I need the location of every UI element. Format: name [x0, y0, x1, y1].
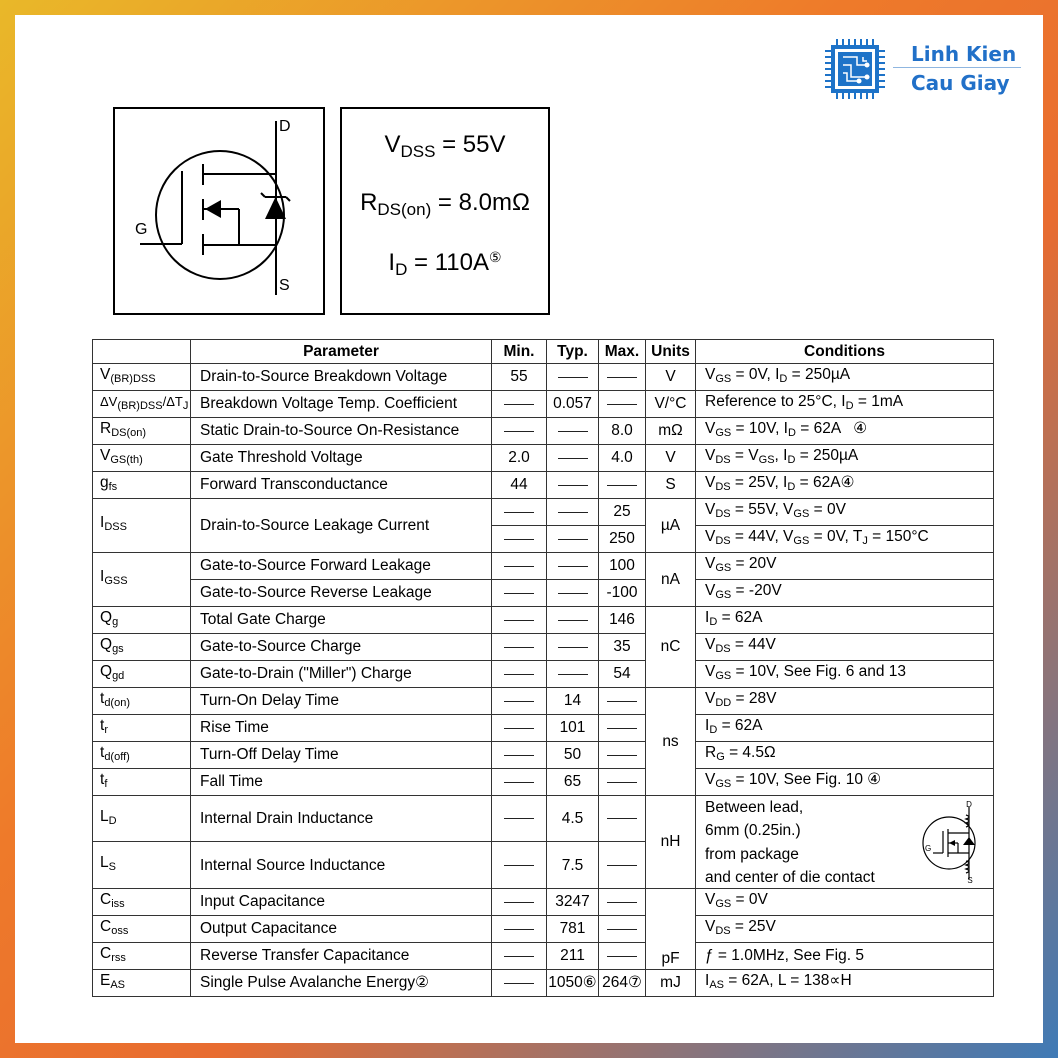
- min-cell: [492, 969, 547, 996]
- parameter-cell: Drain-to-Source Breakdown Voltage: [191, 363, 492, 390]
- table-row: [93, 768, 994, 795]
- parameter-cell: Internal Drain Inductance: [191, 795, 492, 842]
- symbol-cell: $L_S$: [93, 842, 191, 889]
- unit-cell: nC: [646, 606, 696, 687]
- unit-cell: nA: [646, 552, 696, 606]
- max-cell: [599, 687, 646, 714]
- parameter-cell: Turn-On Delay Time: [191, 687, 492, 714]
- table-row: [93, 741, 994, 768]
- condition-cell: [696, 795, 994, 888]
- min-cell: 2.0: [492, 444, 547, 471]
- min-cell: [492, 552, 547, 579]
- min-cell: [492, 525, 547, 552]
- table-row: [93, 714, 994, 741]
- mini-pin-d: D: [966, 800, 972, 809]
- max-cell: [599, 363, 646, 390]
- typ-cell: 3247: [547, 888, 599, 915]
- max-cell: 264⑦: [599, 969, 646, 996]
- unit-cell: µA: [646, 498, 696, 552]
- condition-cell: $V_{GS} = 10V$, $I_D = 62A$ ④: [696, 417, 994, 444]
- max-cell: 250: [599, 525, 646, 552]
- max-cell: 100: [599, 552, 646, 579]
- max-cell: [599, 768, 646, 795]
- parameter-cell: Gate-to-Source Forward Leakage: [191, 552, 492, 579]
- max-cell: 35: [599, 633, 646, 660]
- min-cell: [492, 942, 547, 969]
- mini-pin-s: S: [967, 875, 973, 883]
- pin-d-label: D: [279, 118, 291, 135]
- header-parameter: Parameter: [191, 340, 492, 364]
- condition-cell: $I_D = 62A$: [696, 714, 994, 741]
- max-cell: [599, 795, 646, 842]
- min-cell: [492, 741, 547, 768]
- min-cell: [492, 660, 547, 687]
- min-cell: [492, 633, 547, 660]
- typ-cell: 50: [547, 741, 599, 768]
- min-cell: [492, 390, 547, 417]
- parameter-cell: Gate-to-Source Reverse Leakage: [191, 579, 492, 606]
- typ-cell: [547, 363, 599, 390]
- unit-cell: mJ: [646, 969, 696, 996]
- max-cell: [599, 842, 646, 889]
- table-row: [93, 969, 994, 996]
- parameter-cell: Gate-to-Source Charge: [191, 633, 492, 660]
- typ-cell: 781: [547, 915, 599, 942]
- table-row: [93, 363, 994, 390]
- condition-cell: $I_{AS} = 62A$, L = 138∝H: [696, 969, 994, 996]
- key-ratings-box: [340, 107, 550, 315]
- typ-cell: 14: [547, 687, 599, 714]
- symbol-cell: $t_r$: [93, 714, 191, 741]
- parameter-cell: Forward Transconductance: [191, 471, 492, 498]
- inductance-condition-line: 6mm (0.25in.): [705, 822, 801, 840]
- typ-cell: [547, 552, 599, 579]
- table-row: [93, 888, 994, 915]
- min-cell: [492, 888, 547, 915]
- min-cell: [492, 417, 547, 444]
- min-cell: [492, 498, 547, 525]
- condition-cell: $R_G = 4.5\Omega$: [696, 741, 994, 768]
- max-cell: 8.0: [599, 417, 646, 444]
- max-cell: [599, 390, 646, 417]
- pin-s-label: S: [279, 277, 290, 294]
- unit-cell: ns: [646, 687, 696, 795]
- parameter-cell: Rise Time: [191, 714, 492, 741]
- typ-cell: 0.057: [547, 390, 599, 417]
- max-cell: 25: [599, 498, 646, 525]
- unit-cell: pF: [646, 888, 696, 969]
- symbol-cell: $V_{GS(th)}$: [93, 444, 191, 471]
- max-cell: [599, 714, 646, 741]
- symbol-cell: $L_D$: [93, 795, 191, 842]
- header-units: Units: [646, 340, 696, 364]
- table-row: [93, 942, 994, 969]
- condition-cell: $V_{GS} = 10V$, See Fig. 6 and 13: [696, 660, 994, 687]
- table-row: [93, 552, 994, 579]
- typ-cell: [547, 498, 599, 525]
- symbol-cell: $t_f$: [93, 768, 191, 795]
- unit-cell: V: [646, 444, 696, 471]
- mini-pin-g: G: [925, 843, 932, 853]
- max-cell: [599, 942, 646, 969]
- parameter-cell: Input Capacitance: [191, 888, 492, 915]
- typ-cell: [547, 633, 599, 660]
- table-row: [93, 687, 994, 714]
- symbol-cell: $Q_{gd}$: [93, 660, 191, 687]
- typ-cell: 1050⑥: [547, 969, 599, 996]
- parameter-cell: Reverse Transfer Capacitance: [191, 942, 492, 969]
- header-conditions: Conditions: [696, 340, 994, 364]
- condition-cell: $V_{DS} = V_{GS}$, $I_D = 250\mu A$: [696, 444, 994, 471]
- symbol-cell: $V_{(BR)DSS}$: [93, 363, 191, 390]
- table-row: [93, 390, 994, 417]
- condition-cell: $V_{DD} = 28V$: [696, 687, 994, 714]
- symbol-cell: $Q_{gs}$: [93, 633, 191, 660]
- typ-cell: [547, 606, 599, 633]
- condition-cell: Reference to 25°C, $I_D = 1mA$: [696, 390, 994, 417]
- typ-cell: 4.5: [547, 795, 599, 842]
- condition-cell: $V_{DS} = 55V$, $V_{GS} = 0V$: [696, 498, 994, 525]
- vdss-rating: $V_{DSS} = 55V$: [384, 131, 506, 161]
- table-row: [93, 606, 994, 633]
- header-max: Max.: [599, 340, 646, 364]
- condition-cell: $V_{DS} = 44V$: [696, 633, 994, 660]
- unit-cell: mΩ: [646, 417, 696, 444]
- inductance-condition-line: Between lead,: [705, 798, 804, 816]
- table-row: [93, 579, 994, 606]
- header-min: Min.: [492, 340, 547, 364]
- condition-cell: $V_{GS} = 20V$: [696, 552, 994, 579]
- condition-cell: ƒ = 1.0MHz, See Fig. 5: [696, 942, 994, 969]
- min-cell: [492, 842, 547, 889]
- min-cell: [492, 579, 547, 606]
- logo-divider: [893, 67, 1021, 68]
- table-header-row: [93, 340, 994, 364]
- parameter-cell: Breakdown Voltage Temp. Coefficient: [191, 390, 492, 417]
- table-row: [93, 444, 994, 471]
- typ-cell: [547, 660, 599, 687]
- parameter-cell: Total Gate Charge: [191, 606, 492, 633]
- header-symbol: [93, 340, 191, 364]
- typ-cell: [547, 444, 599, 471]
- unit-cell: nH: [646, 795, 696, 888]
- symbol-cell: $E_{AS}$: [93, 969, 191, 996]
- table-row: [93, 417, 994, 444]
- unit-cell: V/°C: [646, 390, 696, 417]
- typ-cell: 101: [547, 714, 599, 741]
- symbol-cell: $g_{fs}$: [93, 471, 191, 498]
- max-cell: -100: [599, 579, 646, 606]
- parameter-cell: Single Pulse Avalanche Energy②: [191, 969, 492, 996]
- symbol-cell: $C_{iss}$: [93, 888, 191, 915]
- brand-name-line1: Linh Kien: [911, 42, 1017, 66]
- symbol-cell: $I_{DSS}$: [93, 498, 191, 552]
- typ-cell: [547, 417, 599, 444]
- max-cell: [599, 471, 646, 498]
- parameter-cell: Drain-to-Source Leakage Current: [191, 498, 492, 552]
- max-cell: 146: [599, 606, 646, 633]
- symbol-cell: $I_{GSS}$: [93, 552, 191, 606]
- typ-cell: [547, 471, 599, 498]
- max-cell: [599, 915, 646, 942]
- rdson-rating: $R_{DS(on)} = 8.0m\Omega$: [360, 189, 530, 219]
- mosfet-symbol-box: [113, 107, 325, 315]
- typ-cell: [547, 525, 599, 552]
- condition-cell: $V_{DS} = 25V$, $I_D$ = 62A④: [696, 471, 994, 498]
- typ-cell: [547, 579, 599, 606]
- table-row: [93, 795, 994, 842]
- brand-name-line2: Cau Giay: [911, 71, 1010, 95]
- condition-cell: $V_{DS} = 44V$, $V_{GS} = 0V$, $T_J = 150^\circ C$: [696, 525, 994, 552]
- condition-cell: $V_{GS} = 0V$: [696, 888, 994, 915]
- parameter-cell: Static Drain-to-Source On-Resistance: [191, 417, 492, 444]
- mosfet-inductance-icon: [913, 801, 985, 883]
- min-cell: [492, 795, 547, 842]
- header-typ: Typ.: [547, 340, 599, 364]
- mosfet-symbol-icon: [115, 109, 323, 313]
- min-cell: [492, 768, 547, 795]
- electrical-characteristics-table: [92, 339, 994, 997]
- max-cell: 54: [599, 660, 646, 687]
- min-cell: 44: [492, 471, 547, 498]
- chip-icon: [823, 37, 887, 101]
- typ-cell: 65: [547, 768, 599, 795]
- condition-cell: $V_{DS} = 25V$: [696, 915, 994, 942]
- parameter-cell: Internal Source Inductance: [191, 842, 492, 889]
- parameter-cell: Output Capacitance: [191, 915, 492, 942]
- id-rating: $I_D = 110A^⑤$: [388, 249, 502, 279]
- table-row: [93, 660, 994, 687]
- brand-logo: [823, 37, 1033, 101]
- unit-cell: V: [646, 363, 696, 390]
- min-cell: [492, 714, 547, 741]
- condition-cell: $V_{GS} = 10V$, See Fig. 10 ④: [696, 768, 994, 795]
- symbol-cell: $C_{rss}$: [93, 942, 191, 969]
- symbol-cell: $C_{oss}$: [93, 915, 191, 942]
- typ-cell: 211: [547, 942, 599, 969]
- pin-g-label: G: [135, 221, 148, 238]
- symbol-cell: $\Delta V_{(BR)DSS}/\Delta T_J$: [93, 390, 191, 417]
- min-cell: [492, 606, 547, 633]
- parameter-cell: Turn-Off Delay Time: [191, 741, 492, 768]
- max-cell: [599, 888, 646, 915]
- symbol-cell: $t_{d(off)}$: [93, 741, 191, 768]
- table-row: [93, 915, 994, 942]
- condition-cell: $V_{GS} = 0V$, $I_D = 250\mu A$: [696, 363, 994, 390]
- table-row: [93, 633, 994, 660]
- typ-cell: 7.5: [547, 842, 599, 889]
- condition-cell: $I_D = 62A$: [696, 606, 994, 633]
- table-row: [93, 498, 994, 525]
- symbol-cell: $t_{d(on)}$: [93, 687, 191, 714]
- condition-cell: $V_{GS} = -20V$: [696, 579, 994, 606]
- max-cell: 4.0: [599, 444, 646, 471]
- parameter-cell: Gate Threshold Voltage: [191, 444, 492, 471]
- min-cell: 55: [492, 363, 547, 390]
- symbol-cell: $R_{DS(on)}$: [93, 417, 191, 444]
- min-cell: [492, 915, 547, 942]
- symbol-cell: $Q_g$: [93, 606, 191, 633]
- max-cell: [599, 741, 646, 768]
- table-row: [93, 471, 994, 498]
- unit-cell: S: [646, 471, 696, 498]
- parameter-cell: Fall Time: [191, 768, 492, 795]
- min-cell: [492, 687, 547, 714]
- inductance-condition-line: from package: [705, 845, 799, 863]
- inductance-condition-line: and center of die contact: [705, 869, 875, 887]
- parameter-cell: Gate-to-Drain ("Miller") Charge: [191, 660, 492, 687]
